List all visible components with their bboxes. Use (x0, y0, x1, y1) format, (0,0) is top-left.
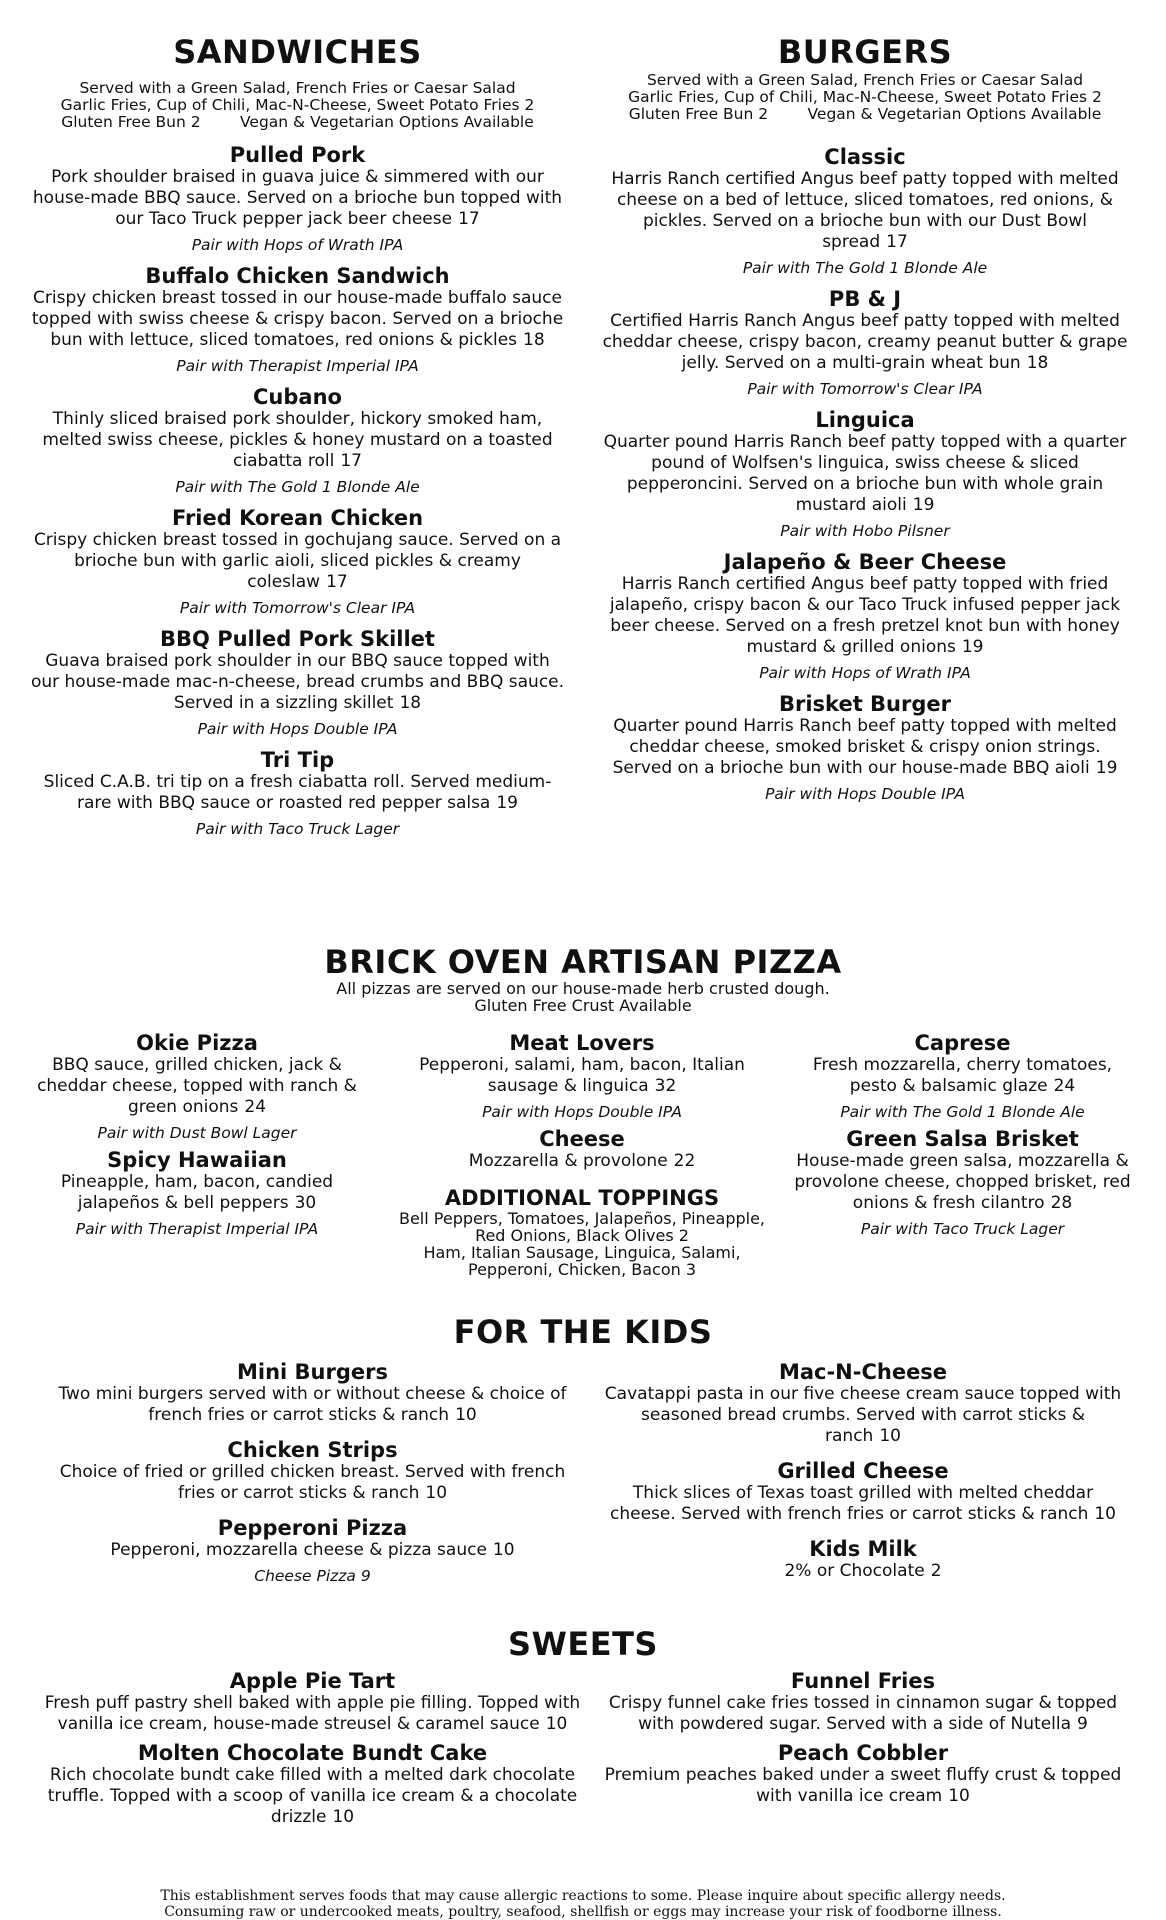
menu-item-pairing: Pair with Tomorrow's Clear IPA (179, 599, 416, 617)
menu-item-description-text: Choice of fried or grilled chicken breast. Served with french fries or carrot sticks & ranch (59, 1462, 566, 1503)
menu-item (22, 1148, 372, 1238)
menu-item-price: 24 (244, 1097, 267, 1117)
menu-item-name: Cheese (539, 1127, 625, 1151)
menu-item-pairing: Pair with Therapist Imperial IPA (75, 1220, 319, 1238)
menu-item-name: Mac-N-Cheese (778, 1360, 948, 1384)
menu-item-description-text: House-made green salsa, mozzarella & provolone cheese, chopped brisket, red onions & fresh cilantro (794, 1151, 1131, 1213)
menu-item-pairing: Pair with Taco Truck Lager (195, 820, 400, 838)
menu-item-price: 24 (1053, 1076, 1076, 1096)
menu-item-price: 10 (492, 1540, 515, 1560)
menu-item-price: 19 (1095, 758, 1118, 778)
menu-item-name: Molten Chocolate Bundt Cake (137, 1741, 488, 1765)
burgers-subtitle: Served with a Green Salad, French Fries or Caesar Salad Garlic Fries, Cup of Chili, Mac-N-Cheese, Sweet Potato Fries 2 Gluten Free Bun 2 Vegan & Vegetarian Options Available (628, 71, 1102, 123)
menu-item-name: BBQ Pulled Pork Skillet (160, 627, 435, 651)
sweets-left-column (40, 1669, 585, 1828)
menu-item-name: PB & J (828, 287, 902, 311)
sweets-title: SWEETS (508, 1625, 658, 1663)
menu-item-pairing: Pair with The Gold 1 Blonde Ale (742, 259, 988, 277)
menu-item (40, 1438, 585, 1504)
menu-item-description (603, 1483, 1123, 1525)
menu-item-price: 18 (523, 330, 545, 350)
menu-item (382, 1127, 782, 1172)
menu-item-price: 2 (930, 1561, 942, 1581)
kids-header (0, 1314, 1166, 1350)
menu-item-name: Spicy Hawaiian (107, 1148, 287, 1172)
menu-item-description-text: Sliced C.A.B. tri tip on a fresh ciabatta roll. Served medium-rare with BBQ sauce or roasted red pepper salsa (43, 772, 552, 813)
menu-item-price: 10 (545, 1714, 568, 1734)
allergy-disclaimer: This establishment serves foods that may cause allergic reactions to some. Please inquire about specific allergy needs. Consuming raw or undercooked meats, poultry, seafood, shellfish or eggs may increase your risk of foodborne illness. (160, 1888, 1006, 1920)
menu-item-description-text: Pepperoni, salami, ham, bacon, Italian sausage & linguica (419, 1055, 745, 1096)
menu-item (603, 1459, 1123, 1525)
menu-item-price: 19 (961, 637, 984, 657)
menu-item-price: 10 (332, 1807, 355, 1827)
menu-item-description-text: Pineapple, ham, bacon, candied jalapeños & bell peppers (60, 1172, 334, 1213)
menu-item-name: Tri Tip (260, 748, 335, 772)
menu-item-description (22, 1055, 372, 1118)
menu-item-name: Kids Milk (809, 1537, 917, 1561)
menu-item (40, 1741, 585, 1828)
menu-item-price: 10 (879, 1426, 901, 1446)
menu-item-description-text: Cavatappi pasta in our five cheese cream sauce topped with seasoned bread crumbs. Served with carrot sticks & ranch (604, 1384, 1122, 1446)
pizza-title: BRICK OVEN ARTISAN PIZZA (324, 943, 842, 981)
menu-item-description (40, 1384, 585, 1426)
menu-item-name: Apple Pie Tart (229, 1669, 396, 1693)
menu-item-pairing: Pair with Hops Double IPA (765, 785, 965, 803)
toppings-list: Bell Peppers, Tomatoes, Jalapeños, Pineapple, Red Onions, Black Olives 2 Ham, Italian Sausage, Linguica, Salami, Pepperoni, Chicken, Bacon 3 (398, 1209, 766, 1279)
menu-item-description-text: Fresh puff pastry shell baked with apple pie filling. Topped with vanilla ice cream, house-made streusel & caramel sauce (44, 1693, 581, 1734)
menu-item-pairing: Pair with Taco Truck Lager (860, 1220, 1065, 1238)
menu-item-description (603, 1561, 1123, 1582)
menu-item-name: Mini Burgers (237, 1360, 388, 1384)
menu-item (603, 1741, 1123, 1807)
burgers-section (600, 34, 1130, 803)
kids-right-column (603, 1360, 1123, 1582)
menu-item-name: Pulled Pork (229, 143, 366, 167)
sandwiches-list (30, 143, 565, 838)
sandwiches-title: SANDWICHES (173, 33, 422, 71)
menu-item-price: 17 (458, 209, 480, 229)
menu-item-pairing: Pair with Dust Bowl Lager (97, 1124, 297, 1142)
menu-item-description-text: Quarter pound Harris Ranch beef patty topped with a quarter pound of Wolfsen's linguica, swiss cheese & sliced pepperoncini. Served on a brioche bun with whole grain mustard aioli (603, 432, 1127, 515)
pizza-left-column (22, 1031, 372, 1238)
sandwiches-section (30, 34, 565, 838)
menu-item-name: Peach Cobbler (777, 1741, 949, 1765)
menu-item-pairing: Pair with Hops Double IPA (482, 1103, 682, 1121)
menu-item-description (30, 651, 565, 714)
menu-item (790, 1127, 1135, 1238)
menu-item-name: Fried Korean Chicken (171, 506, 424, 530)
menu-item-description (600, 432, 1130, 516)
menu-item-description-text: Rich chocolate bundt cake filled with a melted dark chocolate truffle. Topped with a scoop of vanilla ice cream & a chocolate drizzle (47, 1765, 578, 1827)
menu-item-name: Pepperoni Pizza (217, 1516, 408, 1540)
menu-item-pairing: Pair with The Gold 1 Blonde Ale (175, 478, 420, 496)
menu-item (30, 143, 565, 254)
menu-item-price: 18 (1026, 353, 1049, 373)
menu-item (30, 385, 565, 496)
pizza-subtitle-2: Gluten Free Crust Available (474, 996, 692, 1015)
menu-item-description (790, 1055, 1135, 1097)
menu-item-price: 17 (326, 572, 348, 592)
menu-item-pairing: Pair with Hops Double IPA (197, 720, 398, 738)
toppings-title: ADDITIONAL TOPPINGS (444, 1186, 720, 1210)
menu-item-description-text: Harris Ranch certified Angus beef patty topped with melted cheese on a bed of lettuce, sliced tomatoes, red onions, & pickles. Served on a brioche bun with our Dust Bowl spread (611, 169, 1119, 252)
menu-item-description-text: Mozzarella & provolone (468, 1151, 668, 1171)
menu-item-price: 28 (1050, 1193, 1073, 1213)
menu-item-description (382, 1151, 782, 1172)
menu-item-description (22, 1172, 372, 1214)
menu-item-name: Green Salsa Brisket (846, 1127, 1079, 1151)
menu-item-description (30, 772, 565, 814)
menu-item-description (382, 1055, 782, 1097)
menu-item-description-text: Pork shoulder braised in guava juice & simmered with our house-made BBQ sauce. Served on a brioche bun topped with our Taco Truck pepper jack beer cheese (32, 167, 563, 229)
menu-item-description (600, 311, 1130, 374)
menu-item-description (790, 1151, 1135, 1214)
menu-item-name: Meat Lovers (509, 1031, 655, 1055)
menu-item-price: 10 (1094, 1504, 1116, 1524)
menu-item-pairing: Pair with Hobo Pilsner (780, 522, 950, 540)
menu-item-description (30, 409, 565, 472)
menu-item-price: 19 (912, 495, 935, 515)
menu-item (600, 287, 1130, 398)
menu-item-price: 17 (886, 232, 908, 252)
menu-item-name: Jalapeño & Beer Cheese (723, 550, 1007, 574)
menu-item-description-text: Crispy chicken breast tossed in gochujang sauce. Served on a brioche bun with garlic aioli, sliced pickles & creamy coleslaw (33, 530, 562, 592)
menu-item (603, 1669, 1123, 1735)
menu-item-description-text: Quarter pound Harris Ranch beef patty topped with melted cheddar cheese, smoked brisket & crispy onion strings. Served on a brioche bun with our house-made BBQ aioli (612, 716, 1117, 778)
pizza-right-column (790, 1031, 1135, 1238)
pizza-subtitle: All pizzas are served on our house-made herb crusted dough. (336, 979, 830, 998)
menu-item-description-text: Harris Ranch certified Angus beef patty topped with fried jalapeño, crispy bacon & our Taco Truck infused pepper jack beer cheese. Served on a fresh pretzel knot bun with honey mustard & grilled onions (609, 574, 1121, 657)
menu-item-price: 17 (340, 451, 362, 471)
menu-item-description (603, 1384, 1123, 1447)
menu-item (382, 1031, 782, 1121)
menu-item-name: Cubano (253, 385, 342, 409)
menu-item-description-text: Thinly sliced braised pork shoulder, hickory smoked ham, melted swiss cheese, pickles & honey mustard on a toasted ciabatta roll (42, 409, 553, 471)
menu-item (600, 692, 1130, 803)
menu-item-price: 18 (399, 693, 422, 713)
menu-item-description (40, 1462, 585, 1504)
menu-item-description (40, 1693, 585, 1735)
menu-item (40, 1360, 585, 1426)
sandwiches-subtitle: Served with a Green Salad, French Fries or Caesar Salad Garlic Fries, Cup of Chili, Mac-N-Cheese, Sweet Potato Fries 2 Gluten Free Bun 2 Vegan & Vegetarian Options Available (60, 79, 535, 131)
menu-item (30, 506, 565, 617)
menu-item (40, 1516, 585, 1585)
menu-item (30, 748, 565, 838)
menu-item (603, 1360, 1123, 1447)
menu-item-description-text: Two mini burgers served with or without cheese & choice of french fries or carrot sticks & ranch (58, 1384, 567, 1425)
menu-item-description-text: BBQ sauce, grilled chicken, jack & cheddar cheese, topped with ranch & green onions (37, 1055, 357, 1117)
menu-item-price: 9 (1077, 1714, 1088, 1734)
menu-item-name: Buffalo Chicken Sandwich (145, 264, 450, 288)
menu-item-name: Linguica (815, 408, 915, 432)
menu-item (603, 1537, 1123, 1582)
menu-item (30, 264, 565, 375)
menu-item-name: Okie Pizza (136, 1031, 258, 1055)
menu-item-price: 10 (948, 1786, 970, 1806)
menu-item-pairing: Pair with Hops of Wrath IPA (191, 236, 404, 254)
menu-item (790, 1031, 1135, 1121)
menu-item-description-text: Premium peaches baked under a sweet fluffy crust & topped with vanilla ice cream (604, 1765, 1122, 1806)
menu-item-price: 19 (496, 793, 518, 813)
menu-item-description-text: Thick slices of Texas toast grilled with melted cheddar cheese. Served with french fries or carrot sticks & ranch (610, 1483, 1094, 1524)
menu-item-name: Chicken Strips (227, 1438, 398, 1462)
menu-item-description (603, 1693, 1123, 1735)
menu-item-name: Brisket Burger (779, 692, 951, 716)
burgers-title: BURGERS (777, 33, 953, 71)
menu-item-description (30, 288, 565, 351)
burgers-list (600, 145, 1130, 803)
menu-item-description-text: 2% or Chocolate (784, 1561, 925, 1581)
menu-item-description (600, 574, 1130, 658)
menu-item-name: Funnel Fries (790, 1669, 936, 1693)
menu-item-description (603, 1765, 1123, 1807)
menu-item-description-text: Guava braised pork shoulder in our BBQ sauce topped with our house-made mac-n-cheese, bread crumbs and BBQ sauce. Served in a sizzling skillet (30, 651, 565, 713)
menu-item-description-text: Crispy funnel cake fries tossed in cinnamon sugar & topped with powdered sugar. Served with a side of Nutella (608, 1693, 1118, 1734)
menu-item-price: 30 (294, 1193, 317, 1213)
menu-item-pairing: Pair with Tomorrow's Clear IPA (747, 380, 983, 398)
menu-item-description-text: Pepperoni, mozzarella cheese & pizza sauce (110, 1540, 487, 1560)
menu-item (600, 408, 1130, 540)
menu-item-description-text: Fresh mozzarella, cherry tomatoes, pesto & balsamic glaze (812, 1055, 1113, 1096)
menu-item-price: 32 (654, 1076, 677, 1096)
menu-item-description (600, 716, 1130, 779)
sweets-header (0, 1626, 1166, 1662)
menu-item-pairing: Cheese Pizza 9 (254, 1567, 371, 1585)
pizza-header (0, 944, 1166, 1014)
menu-item-price: 10 (455, 1405, 477, 1425)
menu-item-pairing: Pair with The Gold 1 Blonde Ale (840, 1103, 1085, 1121)
sweets-right-column (603, 1669, 1123, 1807)
kids-left-column (40, 1360, 585, 1585)
menu-item-description-text: Crispy chicken breast tossed in our house-made buffalo sauce topped with swiss cheese & crispy bacon. Served on a brioche bun with lettuce, sliced tomatoes, red onions & pickles (31, 288, 564, 350)
menu-item-price: 10 (425, 1483, 448, 1503)
menu-item-description (30, 530, 565, 593)
menu-item-description (600, 169, 1130, 253)
menu-item-name: Caprese (914, 1031, 1011, 1055)
menu-item-description (40, 1540, 585, 1561)
menu-item-name: Grilled Cheese (777, 1459, 949, 1483)
menu-item-description-text: Certified Harris Ranch Angus beef patty topped with melted cheddar cheese, crispy bacon, creamy peanut butter & grape jelly. Served on a multi-grain wheat bun (602, 311, 1128, 373)
menu-item (600, 550, 1130, 682)
menu-item-description (30, 167, 565, 230)
kids-title: FOR THE KIDS (453, 1313, 713, 1351)
menu-item-pairing: Pair with Hops of Wrath IPA (759, 664, 971, 682)
menu-item (600, 145, 1130, 277)
menu-item-name: Classic (824, 145, 906, 169)
menu-item-description (40, 1765, 585, 1828)
menu-item (30, 627, 565, 738)
menu-item (22, 1031, 372, 1142)
menu-item-price: 22 (673, 1151, 696, 1171)
menu-item-pairing: Pair with Therapist Imperial IPA (176, 357, 419, 375)
pizza-middle-column (382, 1031, 782, 1278)
menu-item (40, 1669, 585, 1735)
